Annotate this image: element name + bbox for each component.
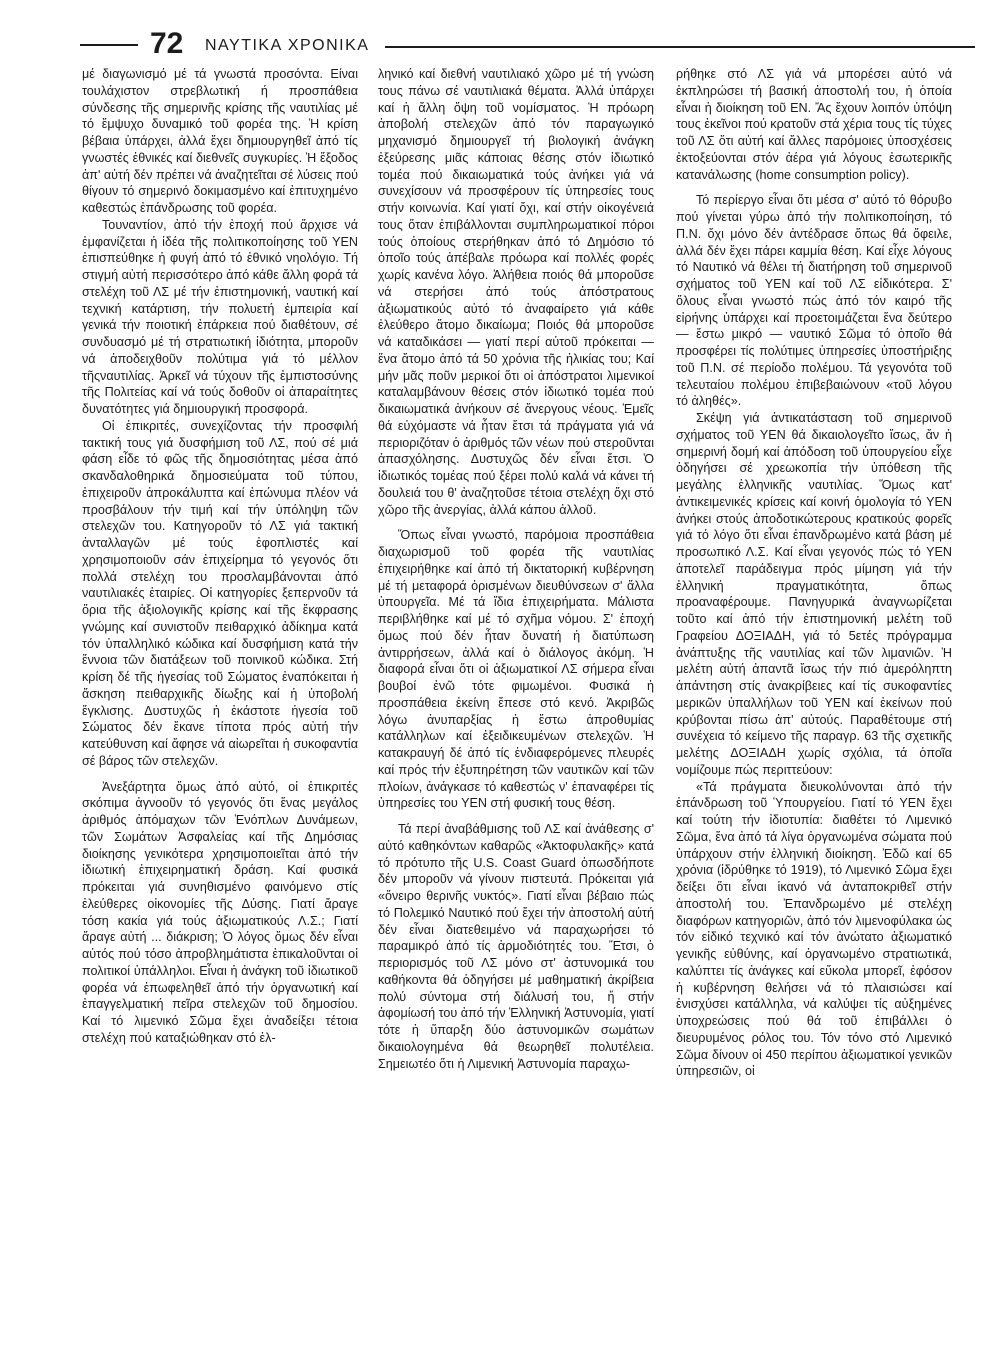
publication-title: ΝΑΥΤΙΚΑ ΧΡΟΝΙΚΑ [205,37,370,54]
text-column-3 [676,66,952,1341]
header-rule-right [385,46,975,48]
paragraph: ληνικό καί διεθνή ναυτιλιακό χῶρο μέ τή γνώση τους πάνω σέ ναυτιλιακά θέματα. Ἀλλά ὑπάρχει καί ἡ ἄλλη ὄψη τοῦ νομίσματος. Ἡ πρόωρη ἀποβολή στελεχῶν ἀπό τόν παραγωγικό μηχανισμό δημιουργεῖ τή βιολογική ἀνάγκη ἐξεύρεσης μιᾶς κάποιας θέσης στόν ἰδιωτικό τομέα πού δικαιωματικά τούς ἀνήκει γιά νά συνεχίσουν νά προσφέρουν τίς ὑπηρεσίες τους στήν κοινωνία. Καί γιατί ὄχι, καί στήν οἰκογένειά τους ὅταν ἐπιβάλλονται συμπληρωματικοί πόροι τούς ὁποίους στερήθηκαν ἀπό τό Δημόσιο τό ὁποῖο τούς ἀπέβαλε πρόωρα καί πολλές φορές χωρίς κανένα λόγο. Ἀλήθεια ποιός θά μποροῦσε νά στερήσει ἀπό τούς ἀπόστρατους ἀξιωματικούς αὐτό τό ἀναφαίρετο γιά κάθε ἐλεύθερο ἄτομο δικαίωμα; Ποιός θά μποροῦσε νά καταδικάσει — γιατί περί αὐτοῦ πρόκειται — ἕνα ἄτομο ἀπό τά 50 χρόνια τῆς ἡλικίας του; Καί μήν μᾶς ποῦν μερικοί ὅτι οἱ ἀπόστρατοι λιμενικοί καταλαμβάνουν θέσεις στόν ἰδιωτικό τομέα πού δικαιωματικά ἀνήκουν σέ ἄνεργους νέους. Ἐμεῖς θά εὐχόμαστε νά ἦταν ἔτσι τά πράγματα γιά νά περιοριζόταν ὁ ἀριθμός τῶν νέων πού στεροῦνται ἀπασχόλησης. Δυστυχῶς δέν εἶναι ἔτσι. Ὁ ἰδιωτικός τομέας πού ξέρει πολύ καλά νά κάνει τή δουλειά του θ' ἀναζητοῦσε τέτοια στελέχη ὄχι στό χῶρο τῆς ἀνεργίας, ἀλλά κάπου ἀλλοῦ. [378,67,654,517]
paragraph: Ὅπως εἶναι γνωστό, παρόμοια προσπάθεια διαχωρισμοῦ τοῦ φορέα τῆς ναυτιλίας ἐπιχειρήθηκε καί ἀπό τή δικτατορική κυβέρνηση μέ τή μεταφορά ὁρισμένων διευθύνσεων σ' ἄλλα ὑπουργεῖα. Μέ τά ἴδια ἐπιχειρήματα. Μάλιστα περιβλήθηκε καί μέ τό σχῆμα νόμου. Σ' ἐποχή ὅμως πού δέν ἦταν δυνατή ἡ διατύπωση ἀντιρρήσεων, ἀλλά καί ὁ διάλογος ἀκόμη. Ἡ διαφορά εἶναι ὅτι οἱ ἀξιωματικοί ΛΣ σήμερα εἶναι βουβοί ἐνῶ τότε φιμωμένοι. Φυσικά ἡ προσπάθεια ἐκείνη ἔπεσε στό κενό. Ἀκριβῶς λόγω ἀνυπαρξίας ἡ ἔστω ἀπροθυμίας κατάλληλων καί ἐξειδικευμένων στελεχῶν. Ἡ κατακραυγή δέ ἀπό τίς ἐνδιαφερόμενες πλευρές καί πρός τήν ἐξυπηρέτηση τῶν ναυτικῶν καί τῶν πλοίων, ἀνάγκασε τό καθεστώς ν' ἐπαναφέρει τίς ὑπηρεσίες του ΥΕΝ στή φυσική τους θέση. [378,528,654,811]
paragraph: Ἀνεξάρτητα ὅμως ἀπό αὐτό, οἱ ἐπικριτές σκόπιμα ἀγνοοῦν τό γεγονός ὅτι ἕνας μεγάλος ἀριθμός ἀπόμαχων τῶν Ἐνόπλων Δυνάμεων, τῶν Σωμάτων Ἀσφαλείας καί τῆς Δημόσιας διοίκησης γενικότερα χρησιμοποιεῖται ἀπό τήν ἰδιωτική ἐπιχειρηματική δράση. Καί φυσικά πρόκειται γιά συνηθισμένο φαινόμενο στίς ἐλεύθερες οἰκονομίες τῆς Δύσης. Γιατί ἄραγε τόση κακία γιά τούς ἀξιωματικούς Λ.Σ.; Γιατί ἄραγε αὐτή ... διάκριση; Ὁ λόγος ὅμως δέν εἶναι αὐτός πού τόσο ἀπροβλημάτιστα ἐπικαλοῦνται οἱ πολιτικοί ὑπάλληλοι. Εἶναι ἡ ἀνάγκη τοῦ ἰδιωτικοῦ φορέα νά ἐπωφεληθεῖ ἀπό τήν ὀργανωτική καί ἐπαγγελματική πεῖρα στελεχῶν τοῦ δημοσίου. Καί τό λιμενικό Σῶμα ἔχει ἀναδείξει τέτοια στελέχη πού καταξιώθηκαν στό ἑλ- [82,779,358,1045]
paragraph: ρήθηκε στό ΛΣ γιά νά μπορέσει αὐτό νά ἐκπληρώσει τή βασική ἀποστολή του, ἡ ὁποία εἶναι ἡ διοίκηση τοῦ ΕΝ. Ἄς ἔχουν λοιπόν ὑπόψη τους ἐκεῖνοι πού κρατοῦν στά χέρια τους τίς τύχες τοῦ ΛΣ ὅτι αὐτή καί ἄλλες παρόμοιες ὑποσχέσεις ἐκτοξεύονται στόν ἀέρα γιά λόγους ἐσωτερικῆς κατανάλωσης (home consumption policy). [676,67,952,182]
paragraph: μέ διαγωνισμό μέ τά γνωστά προσόντα. Είναι τουλάχιστον στρεβλωτική ή προσπάθεια σύνδεσης τῆς σημερινῆς κρίσης τῆς ναυτιλίας μέ τό ἔμψυχο δυναμικό τοῦ φορέα της. Ἡ κρίση βέβαια ὑπάρχει, ἀλλά ἔχει δημιουργηθεῖ ἀπό τίς γνωστές ἐθνικές καί διεθνεῖς συγκυρίες. Ἡ ἔξοδος ἀπ' αὐτή δέν πρέπει νά ἀναζητεῖται σέ λύσεις πού θίγουν τό σημερινό δοκιμασμένο καί ἐπιτυχημένο καθεστώς ἐπάνδρωσης τοῦ φορέα. [82,67,358,215]
text-column-2 [378,66,654,1341]
paragraph: Τό περίεργο εἶναι ὅτι μέσα σ' αὐτό τό θόρυβο πού γίνεται γύρω ἀπό τήν πολιτικοποίηση, τό Π.Ν. ὄχι μόνο δέν ἀντέδρασε ὅπως θά ὄφειλε, ἀλλά δέν ἔχει πάρει καμμία θέση. Καί εἶχε λόγους τό Ναυτικό νά θέλει τή διατήρηση τοῦ σημερινοῦ σχήματος τοῦ ΥΕΝ καί τοῦ ΛΣ εἰδικότερα. Σ' ὅλους εἶναι γνωστό πώς ἀπό τόν καιρό τῆς εἰρήνης ὑπάρχει καί προετοιμάζεται ἕνα δεύτερο — ἔστω μικρό — ναυτικό Σῶμα τό ὁποῖο θά προσφέρει τίς πολύτιμες ὑπηρεσίες ὑποστήριξης τοῦ Π.Ν. σέ περίοδο πολέμου. Τά γεγονότα τοῦ τελευταίου πολέμου ἐπιβεβαιώνουν «τοῦ λόγου τό ἀληθές». [676,193,952,409]
text-column-1 [82,66,358,1341]
paragraph: Οἱ ἐπικριτές, συνεχίζοντας τήν προσφιλή τακτική τους γιά δυσφήμιση τοῦ ΛΣ, πού σέ μιά φάση εἶδε τό φῶς τῆς δημοσιότητας μέσα ἀπό σκανδαλοθηρικά δημοσιεύματα τοῦ τύπου, ἐπιχειροῦν ἀπροκάλυπτα καί ἐπώνυμα πλέον νά προσβάλουν τήν τιμή καί τήν ὑπόληψη τῶν στελεχῶν του. Κατηγοροῦν τό ΛΣ γιά τακτική ἀνταλλαγῶν μέ τούς ἐφοπλιστές καί χρησιμοποιοῦν σάν ἐπιχείρημα τό γεγονός ὅτι πολλά στελέχη του προσλαμβάνονται ἀπό ναυτιλιακές ἑταιρίες. Οἱ κατηγορίες ξεπερνοῦν τά ὅρια τῆς ἀξιολογικῆς κρίσης καί τῆς ἔκφρασης γνώμης καί συνιστοῦν πειθαρχικό ἀδίκημα κατά τόν ὑπαλληλικό κώδικα καί δυσφήμιση κατά τήν ἔννοια τῶν διατάξεων τοῦ ποινικοῦ κώδικα. Στή κρίση δέ τῆς ἡγεσίας τοῦ Σώματος ἐναπόκειται ἡ ἄσκηση πειθαρχικῆς δίωξης καί ἡ ὑποβολή ἔγκλισης. Δυστυχῶς ἡ ἑκάστοτε ἡγεσία τοῦ Σώματος δέν ἔκανε τίποτα πρός αὐτή τήν κατεύθυνση καί ἄφησε νά αἰωρεῖται ἡ συκοφαντία σέ βάρος τῶν στελεχῶν. [82,418,358,768]
paragraph: Τά περί ἀναβάθμισης τοῦ ΛΣ καί ἀνάθεσης σ' αὐτό καθηκόντων καθαρῶς «Ἀκτοφυλακῆς» κατά τό πρότυπο τῆς U.S. Coast Guard ὁπωσδήποτε δέν μποροῦν νά γίνουν πιστευτά. Πρόκειται γιά «ὄνειρο θερινῆς νυκτός». Γιατί εἶναι βέβαιο πώς τό Πολεμικό Ναυτικό πού ἔχει τήν ἀποστολή αὐτή δέν εἶναι διατεθειμένο νά παραχωρήσει τό παραμικρό ἀπό τίς ἁρμοδιότητές του. Ἔτσι, ὁ περιορισμός τοῦ ΛΣ μόνο στ' ἀστυνομικά του καθήκοντα θά ὁδηγήσει μέ μαθηματική ἀκρίβεια πολύ σύντομα στή διάλυσή του, ἤ στήν ἀφομίωσή του ἀπό τήν Ἑλληνική Ἀστυνομία, γιατί τότε ἡ ὕπαρξη δύο ἀστυνομικῶν σωμάτων δικαιολογημένα θά θεωρηθεῖ πολυτέλεια. Σημειωτέο ὅτι ἡ Λιμενική Ἀστυνομία παραχω- [378,822,654,1071]
paragraph: Σκέψη γιά ἀντικατάσταση τοῦ σημερινοῦ σχήματος τοῦ ΥΕΝ θά δικαιολογεῖτο ἴσως, ἄν ἡ σημερινή δομή καί ἀπόδοση τοῦ ὑπουργείου εἶχε ὁδηγήσει σέ χρεωκοπία τήν ὑπόθεση τῆς μεγάλης ἑλληνικῆς ναυτιλίας. Ὅμως κατ' ἀντικειμενικές κρίσεις καί κοινή ὁμολογία τό ΥΕΝ ἀνήκει στούς ἀποδοτικώτερους κρατικούς φορεῖς γιά τό λόγο ὅτι εἶναι ἐπανδρωμένο κατά βάση μέ προσωπικό Λ.Σ. Καί εἶναι γεγονός πώς τό ΥΕΝ ἀποτελεῖ παράδειγμα πρός μίμηση γιά τήν ἑλληνική πραγματικότητα, ὅπως προαναφέρουμε. Πανηγυρικά ἀναγνωρίζεται τοῦτο καί ἀπό τήν ἐπιστημονική μελέτη τοῦ Γραφείου ΔΟΞΙΑΔΗ, γιά τό 5ετές πρόγραμμα ἀνάπτυξης τῆς ναυτιλίας καί τῶν λιμανιῶν. Ἡ μελέτη αὐτή ἀπαντᾶ ἴσως τήν πιό ἀμερόληπτη ἀπάντηση στίς ἀνακρίβειες καί τίς συκοφαντίες μερικῶν ὑπαλλήλων τοῦ ΥΕΝ καί ἐκείνων πού κρύβονται πίσω ἀπ' αὐτούς. Παραθέτουμε στή συνέχεια τό κείμενο τῆς παραγρ. 63 τῆς σχετικῆς μελέτης ΔΟΞΙΑΔΗ χωρίς σχόλια, τά ὁποῖα νομίζουμε πώς περιττεύουν: [676,411,952,777]
paragraph: «Τά πράγματα διευκολύνονται ἀπό τήν ἐπάνδρωση τοῦ Ὑπουργείου. Γιατί τό ΥΕΝ ἔχει καί τούτη τήν ἰδιοτυπία: διαθέτει τό Λιμενικό Σῶμα, ἕνα ἀπό τά λίγα ὀργανωμένα σώματα πού ὑπάρχουν στήν ἑλληνική διοίκηση. Ἐδῶ καί 65 χρόνια (ἱδρύθηκε τό 1919), τό Λιμενικό Σῶμα ἔχει δείξει ὅτι εἶναι ἱκανό νά ἀνταποκριθεῖ στήν ἀποστολή του. Ἐπανδρωμένο μέ στελέχη διαφόρων κατηγοριῶν, ἀπό τόν λιμενοφύλακα ὡς τόν εἰδικό τεχνικό καί τόν ἀνώτατο ἀξιωματικό γενικῆς εὐθύνης, καί ὀργανωμένο στρατιωτικά, καλύπτει τίς ἀνάγκες καί εὔκολα μπορεῖ, ἐφόσον ἡ κυβέρνηση θελήσει νά τό πλαισιώσει καί ἐνισχύσει κατάλληλα, νά καλύψει τίς αὐξημένες ὑποχρεώσεις πού θά τοῦ ἐπιβάλλει ὁ διευρυμένος ρόλος του. Τόν τόνο στό Λιμενικό Σῶμα δίνουν οἱ 450 περίπου ἀξιωματικοί γενικῶν ὑπηρεσιῶν, οἱ [676,779,952,1079]
paragraph: Τουναντίον, ἀπό τήν ἐποχή πού ἄρχισε νά ἐμφανίζεται ἡ ἰδέα τῆς πολιτικοποίησης τοῦ ΥΕΝ ἐπισπεύθηκε ἡ φυγή ἀπό τό ἐθνικό νηολόγιο. Τή στιγμή αὐτή περισσότερο ἀπό κάθε ἄλλη φορά τά στελέχη τοῦ ΛΣ μέ τήν ἐπιστημονική, ναυτική καί τεχνική κατάρτιση, τήν πολυετή ἐμπειρία καί γενικά τήν ποιοτική ἐπάρκεια πού διαθέτουν, σέ συνδυασμό μέ τή στρατιωτική ἰδιότητα, μποροῦν νά ἀποδειχθοῦν πολύτιμα γιά τό μέλλον τῆςναυτιλίας. Ἀρκεῖ νά τύχουν τῆς ἐμπιστοσύνης τῆς Πολιτείας καί νά τούς δοθοῦν οἱ ἀπαραίτητες δυνατότητες γιά δημιουργική προσφορά. [82,217,358,416]
page-number: 72 [150,27,184,60]
header-rule-left [80,44,138,46]
